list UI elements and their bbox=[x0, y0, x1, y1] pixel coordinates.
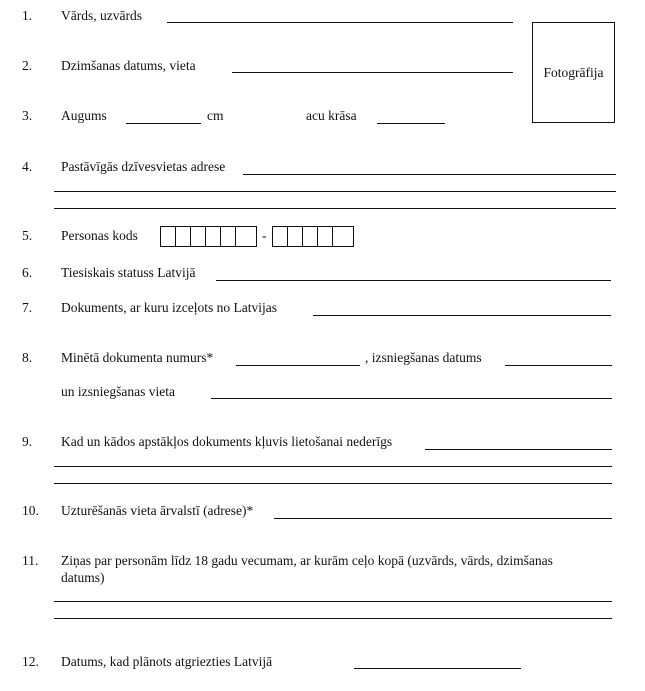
item-12-number: 12. bbox=[22, 654, 39, 669]
item-3-number: 3. bbox=[22, 108, 33, 123]
item-2-number: 2. bbox=[22, 58, 33, 73]
item-7-number: 7. bbox=[22, 300, 33, 315]
item-11-number: 11. bbox=[22, 553, 39, 568]
item-4-number: 4. bbox=[22, 159, 33, 174]
item-7-label: Dokuments, ar kuru izceļots no Latvijas bbox=[61, 300, 277, 315]
issue-place-label: un izsniegšanas vieta bbox=[61, 384, 175, 399]
item-3-label: Augums bbox=[61, 108, 107, 123]
item-5-number: 5. bbox=[22, 228, 33, 243]
item-5-label: Personas kods bbox=[61, 228, 138, 243]
name-surname-field[interactable] bbox=[167, 22, 513, 23]
item-9-number: 9. bbox=[22, 434, 33, 449]
personal-code-part-2[interactable] bbox=[272, 226, 354, 247]
item-11-label-continued: datums) bbox=[61, 570, 105, 585]
photo-box bbox=[532, 22, 615, 123]
item-2-label: Dzimšanas datums, vieta bbox=[61, 58, 196, 73]
birth-date-place-field[interactable] bbox=[232, 72, 513, 73]
document-number-field[interactable] bbox=[236, 365, 360, 366]
foreign-address-field[interactable] bbox=[274, 518, 612, 519]
eye-color-field[interactable] bbox=[377, 123, 445, 124]
item-11-label: Ziņas par personām līdz 18 gadu vecumam, ar kurām ceļo kopā (uzvārds, vārds, dzimšanas bbox=[61, 553, 553, 568]
address-field-line-1[interactable] bbox=[243, 174, 616, 175]
item-1-label: Vārds, uzvārds bbox=[61, 8, 142, 23]
issue-date-field[interactable] bbox=[505, 365, 612, 366]
item-12-label: Datums, kad plānots atgriezties Latvijā bbox=[61, 654, 273, 669]
item-10-label: Uzturēšanās vieta ārvalstī (adrese)* bbox=[61, 503, 254, 518]
item-4-label: Pastāvīgās dzīvesvietas adrese bbox=[61, 159, 226, 174]
invalidity-circumstances-line-1[interactable] bbox=[425, 449, 612, 450]
invalidity-circumstances-line-2[interactable] bbox=[54, 466, 612, 467]
return-date-field[interactable] bbox=[354, 668, 521, 669]
legal-status-field[interactable] bbox=[216, 280, 611, 281]
issue-place-field[interactable] bbox=[211, 398, 612, 399]
item-8-label: Minētā dokumenta numurs* bbox=[61, 350, 214, 365]
photo-label: Fotogrāfija bbox=[543, 64, 604, 80]
invalidity-circumstances-line-3[interactable] bbox=[54, 483, 612, 484]
address-field-line-2[interactable] bbox=[54, 191, 616, 192]
personal-code-separator: - bbox=[262, 228, 267, 243]
item-6-label: Tiesiskais statuss Latvijā bbox=[61, 265, 196, 280]
eye-color-label: acu krāsa bbox=[306, 108, 357, 123]
item-1-number: 1. bbox=[22, 8, 33, 23]
item-9-label: Kad un kādos apstākļos dokuments kļuvis lietošanai nederīgs bbox=[61, 434, 393, 449]
item-10-number: 10. bbox=[22, 503, 39, 518]
address-field-line-3[interactable] bbox=[54, 208, 616, 209]
item-8-number: 8. bbox=[22, 350, 33, 365]
item-6-number: 6. bbox=[22, 265, 33, 280]
personal-code-part-1[interactable] bbox=[160, 226, 257, 247]
exit-document-field[interactable] bbox=[313, 315, 611, 316]
issue-date-label: , izsniegšanas datums bbox=[365, 350, 482, 365]
height-field[interactable] bbox=[126, 123, 201, 124]
height-unit: cm bbox=[207, 108, 224, 123]
minors-info-line-2[interactable] bbox=[54, 618, 612, 619]
minors-info-line-1[interactable] bbox=[54, 601, 612, 602]
